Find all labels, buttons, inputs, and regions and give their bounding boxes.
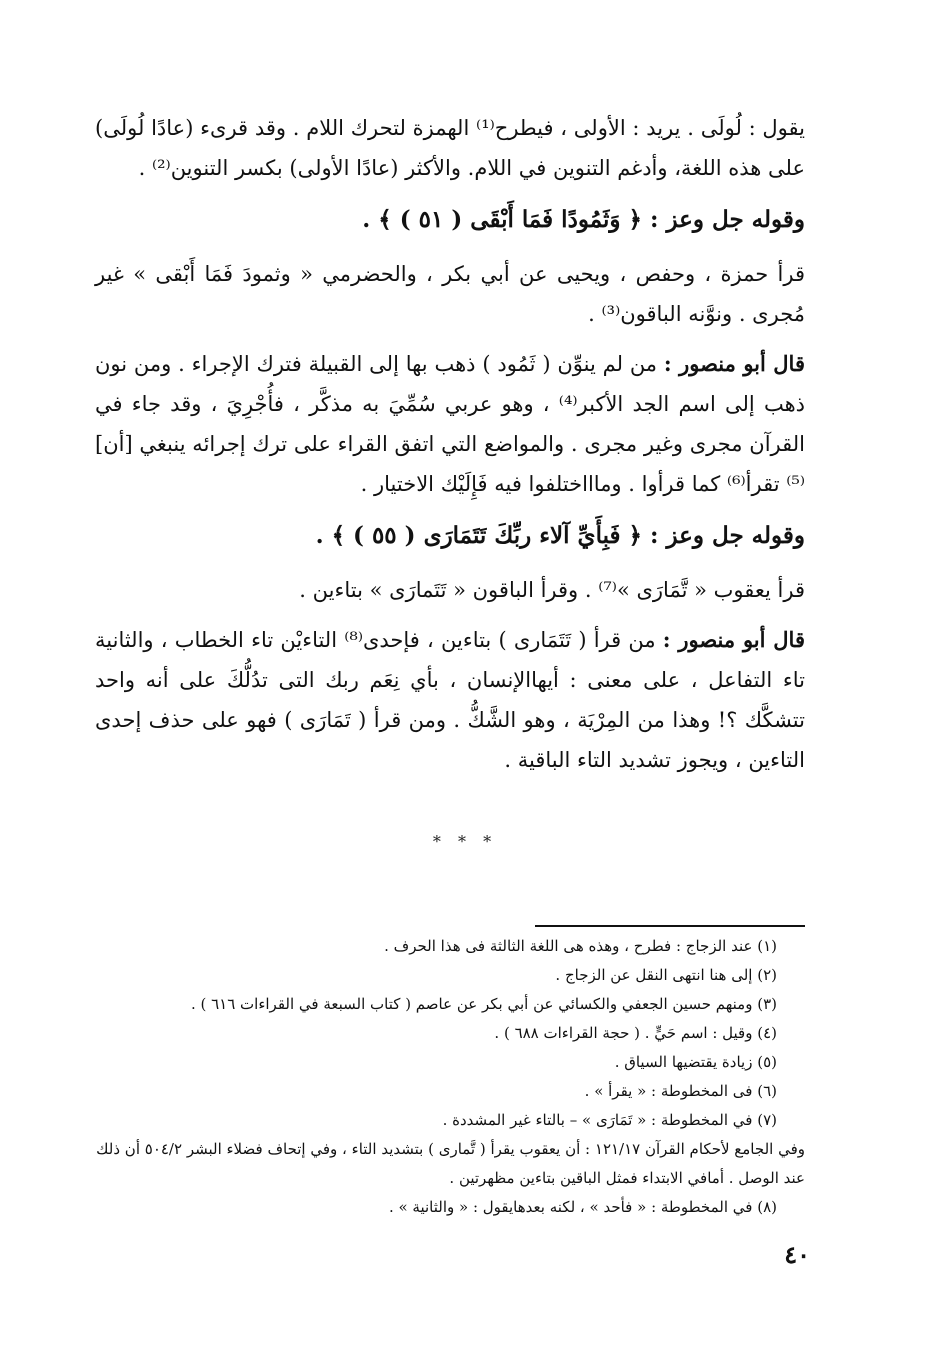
footnote-8: (٨) في المخطوطة : « فأحد » ، لكنه بعدهايقول : « والثانية » .	[388, 1198, 777, 1216]
verse-heading-55: وقوله جل وعز : ﴿ فَبِأَيِّ آلاء ربِّكَ تَتَمَارَى ( ٥٥ ) ﴾ .	[315, 522, 805, 549]
footnote-3: (٣) ومنهم حسين الجعفي والكسائي عن أبي بكر عن عاصم ( كتاب السبعة في القراءات ٦١٦ ) .	[190, 995, 777, 1013]
footnote-1: (١) عند الزجاج : فطرح ، وهذه هى اللغة الثالثة فى هذا الحرف .	[384, 937, 777, 955]
verse-heading-51: وقوله جل وعز : ﴿ وَثَمُودًا فَمَا أَبْقَى ( ٥١ ) ﴾ .	[362, 206, 805, 233]
footnote-6: (٦) فى المخطوطة : « يقرأ » .	[584, 1082, 777, 1100]
main-text	[95, 108, 805, 790]
commentary-lead: قال أبو منصور :	[663, 351, 805, 376]
paragraph-commentary-55	[95, 620, 805, 780]
footnote-rule	[535, 925, 805, 927]
footnote-2: (٢) إلى هنا انتهى النقل عن الزجاج .	[555, 966, 777, 984]
paragraph-readings-51: قرأ حمزة ، وحفص ، ويحيى عن أبي بكر ، والحضرمي « وثمودَ فَمَا أَبْقى » غير مُجرى . ونوَّنه الباقون⁽³⁾ .	[95, 262, 805, 326]
footnote-5: (٥) زيادة يقتضيها السياق .	[614, 1053, 777, 1071]
commentary-lead: قال أبو منصور :	[662, 627, 805, 652]
paragraph-intro: يقول : لُولَى . يريد : الأولى ، فيطرح⁽¹⁾ الهمزة لتحرك اللام . وقد قرىء (عادًا لُولَى) على هذه اللغة، وأدغم التنوين في اللام. والأكثر (عادًا الأولى) بكسر التنوين⁽²⁾ .	[95, 116, 805, 180]
paragraph-commentary-51	[95, 344, 805, 504]
section-separator: * * *	[432, 832, 498, 851]
page-number: ٤٠	[784, 1240, 810, 1269]
footnote-4: (٤) وقيل : اسم حَيٍّ . ( حجة القراءات ٦٨٨ ) .	[494, 1024, 777, 1042]
footnotes	[95, 932, 805, 1222]
footnote-7: (٧) في المخطوطة : « تَمَارَى » – بالتاء غير المشددة .	[442, 1111, 777, 1129]
commentary-body: من لم ينوِّن ( ثَمُود ) ذهب بها إلى القبيلة فترك الإجراء . ومن نون ذهب إلى اسم الجد الأكبر⁽⁴⁾ ، وهو عربي سُمِّيَ به مذكَّر ، فأُجْرِيَ ، وقد جاء في القرآن مجرى وغير مجرى . والمواضع التي اتفق القراء على ترك إجرائه ينبغي [أن]⁽⁵⁾ تقرأ⁽⁶⁾ كما قرأوا . وماااختلفوا فيه فَإِلَيْك الاختيار .	[95, 352, 806, 496]
footnote-7-continuation: وفي الجامع لأحكام القرآن ١٢١/١٧ : أن يعقوب يقرأ ( تَّمارى ) بتشديد التاء ، وفي إتحاف فضلاء البشر ٥٠٤/٢ أن ذلك عند الوصل . أمافي الابتداء فمثل الباقين بتاءين مظهرتين .	[96, 1140, 805, 1187]
paragraph-readings-55: قرأ يعقوب « تَّمَارَى »⁽⁷⁾ . وقرأ الباقون « تَتَمارَى » بتاءين .	[299, 578, 805, 602]
commentary-body: من قرأ ( تَتَمَارى ) بتاءين ، فإحدى⁽⁸⁾ التاءيْن تاء الخطاب ، والثانية تاء التفاعل ، على معنى : أيهاالإنسان ، بأي نِعَم ربك التى تدُلُّكَ على أنه واحد تتشكَّك ؟! وهذا من المِرْيَة ، وهو الشَّكُّ . ومن قرأ ( تَمَارَى ) فهو على حذف إحدى التاءين ، ويجوز تشديد التاء الباقية .	[95, 628, 805, 772]
